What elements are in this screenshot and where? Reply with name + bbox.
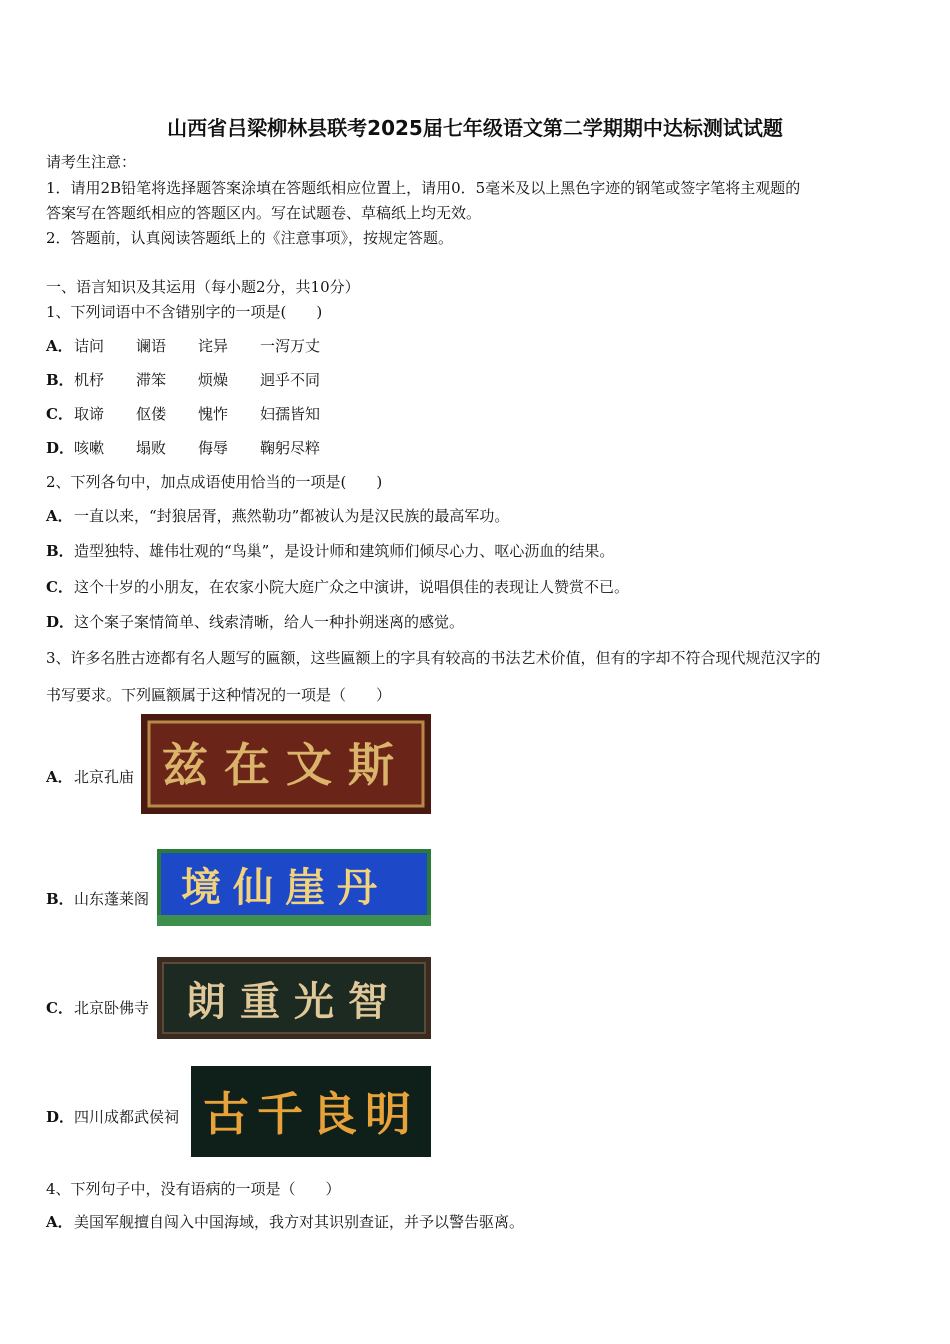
option-text: 造型独特、雄伟壮观的“鸟巢”，是设计师和建筑师们倾尽心力、呕心沥血的结果。 xyxy=(74,542,615,560)
option-place: 四川成都武侯祠 xyxy=(74,1108,180,1126)
option-word: 侮辱 xyxy=(198,439,229,457)
option-word: 诧异 xyxy=(198,337,229,355)
option-word: 烦燥 xyxy=(198,371,229,389)
option-letter: D． xyxy=(46,439,75,457)
option-word: 滞笨 xyxy=(136,371,167,389)
option-word: 鞠躬尽粹 xyxy=(260,439,321,457)
option-word: 一泻万丈 xyxy=(260,337,321,355)
notice-item-1-cont: 答案写在答题纸相应的答题区内。写在试题卷、草稿纸上均无效。 xyxy=(46,204,482,222)
option-word: 伛偻 xyxy=(136,405,167,423)
q2-option-d xyxy=(46,612,464,632)
plaque-text: 朗重光智 xyxy=(186,978,402,1025)
option-letter: B． xyxy=(46,371,74,389)
q3-option-a xyxy=(46,767,134,787)
option-text: 这个案子案情简单、线索清晰，给人一种扑朔迷离的感觉。 xyxy=(74,613,465,631)
option-word: 谰语 xyxy=(136,337,167,355)
plaque-image-d xyxy=(191,1066,431,1157)
option-letter: D． xyxy=(46,613,75,631)
q1-option-a xyxy=(46,336,352,356)
plaque-image-b xyxy=(157,849,431,926)
option-letter: A． xyxy=(46,1213,73,1231)
option-letter: B． xyxy=(46,542,74,560)
q2-option-a xyxy=(46,506,509,526)
q4-option-a xyxy=(46,1212,524,1232)
page-title: 山西省吕梁柳林县联考2025届七年级语文第二学期期中达标测试试题 xyxy=(167,116,783,140)
q1-option-d xyxy=(46,438,352,458)
option-word: 愧怍 xyxy=(198,405,229,423)
option-word: 迥乎不同 xyxy=(260,371,321,389)
option-letter: A． xyxy=(46,507,73,525)
plaque-image-a xyxy=(141,714,431,814)
q2-option-c xyxy=(46,577,629,597)
notice-heading: 请考生注意： xyxy=(46,153,137,171)
question-1-stem: 1、下列词语中不含错别字的一项是( ) xyxy=(46,303,323,321)
option-place: 山东蓬莱阁 xyxy=(74,890,150,908)
question-3-stem-cont: 书写要求。下列匾额属于这种情况的一项是（ ） xyxy=(46,686,392,704)
option-word: 咳嗽 xyxy=(74,439,105,457)
question-2-stem: 2、下列各句中，加点成语使用恰当的一项是( ) xyxy=(46,473,383,491)
option-place: 北京孔庙 xyxy=(74,768,135,786)
option-word: 塌败 xyxy=(136,439,167,457)
option-letter: C． xyxy=(46,999,73,1017)
q3-option-c xyxy=(46,998,149,1018)
section-heading: 一、语言知识及其运用（每小题2分，共10分） xyxy=(46,278,360,296)
q3-option-b xyxy=(46,889,149,909)
option-letter: A． xyxy=(46,337,73,355)
option-text: 美国军舰擅自闯入中国海域，我方对其识别查证，并予以警告驱离。 xyxy=(74,1213,525,1231)
notice-item-2: 2．答题前，认真阅读答题纸上的《注意事项》，按规定答题。 xyxy=(46,229,454,247)
option-letter: D． xyxy=(46,1108,75,1126)
q3-option-d xyxy=(46,1107,179,1127)
plaque-text: 境仙崖丹 xyxy=(181,864,389,911)
option-letter: C． xyxy=(46,405,73,423)
plaque-image-c xyxy=(157,957,431,1039)
option-text: 一直以来，“封狼居胥，燕然勒功”都被认为是汉民族的最高军功。 xyxy=(74,507,510,525)
plaque-text: 兹在文斯 xyxy=(162,738,410,792)
notice-item-1: 1．请用2B铅笔将选择题答案涂填在答题纸相应位置上，请用0．5毫米及以上黑色字迹的钢笔或签字笔将主观题的 xyxy=(46,179,801,197)
option-word: 取谛 xyxy=(74,405,105,423)
q1-option-b xyxy=(46,370,352,390)
option-letter: B． xyxy=(46,890,74,908)
option-word: 机杼 xyxy=(74,371,105,389)
q2-option-b xyxy=(46,541,614,561)
option-place: 北京卧佛寺 xyxy=(74,999,150,1017)
option-letter: C． xyxy=(46,578,73,596)
option-letter: A． xyxy=(46,768,73,786)
question-3-stem: 3、许多名胜古迹都有名人题写的匾额，这些匾额上的字具有较高的书法艺术价值，但有的字却不符合现代规范汉字的 xyxy=(46,649,821,667)
option-word: 诘问 xyxy=(74,337,105,355)
option-text: 这个十岁的小朋友，在农家小院大庭广众之中演讲，说唱俱佳的表现让人赞赏不已。 xyxy=(74,578,630,596)
plaque-text: 古千良明 xyxy=(203,1087,419,1141)
q1-option-c xyxy=(46,404,352,424)
question-4-stem: 4、下列句子中，没有语病的一项是（ ） xyxy=(46,1180,341,1198)
option-word: 妇孺皆知 xyxy=(260,405,321,423)
